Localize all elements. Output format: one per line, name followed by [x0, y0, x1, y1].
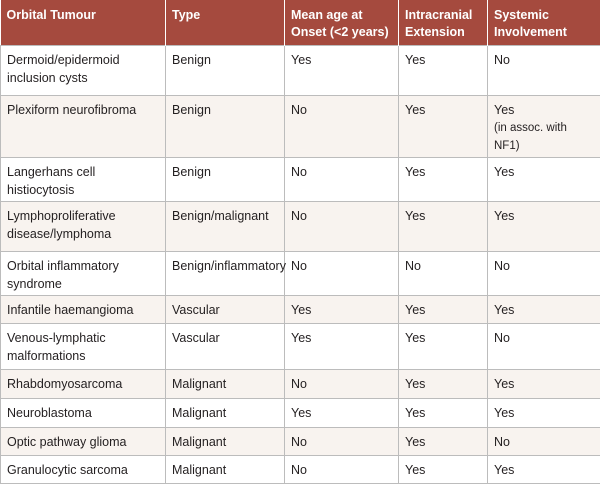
- cell-type: Benign/malignant: [166, 202, 285, 252]
- cell-intracranial: Yes: [399, 324, 488, 370]
- cell-intracranial: Yes: [399, 96, 488, 158]
- cell-tumour: Orbital inflammatory syndrome: [1, 252, 166, 296]
- header-type: Type: [166, 0, 285, 46]
- cell-intracranial: Yes: [399, 428, 488, 456]
- cell-tumour: Infantile haemangioma: [1, 296, 166, 324]
- table-row: [1, 428, 600, 456]
- cell-systemic: No: [488, 428, 600, 456]
- cell-tumour: Dermoid/epidermoid inclusion cysts: [1, 46, 166, 96]
- table-row: [1, 252, 600, 296]
- table-row: [1, 46, 600, 96]
- cell-tumour: Rhabdomyosarcoma: [1, 370, 166, 399]
- cell-intracranial: Yes: [399, 46, 488, 96]
- cell-intracranial: Yes: [399, 399, 488, 428]
- header-mean-age: Mean age at Onset (<2 years): [285, 0, 399, 46]
- table-row: [1, 456, 600, 484]
- cell-mean-age: Yes: [285, 399, 399, 428]
- cell-systemic: No: [488, 324, 600, 370]
- header-intracranial-extension: Intracranial Extension: [399, 0, 488, 46]
- cell-mean-age: No: [285, 370, 399, 399]
- cell-systemic: Yes: [488, 370, 600, 399]
- cell-systemic: No: [488, 46, 600, 96]
- cell-type: Benign/inflammatory: [166, 252, 285, 296]
- cell-systemic: Yes: [488, 296, 600, 324]
- cell-tumour: Venous-lymphatic malformations: [1, 324, 166, 370]
- cell-intracranial: Yes: [399, 296, 488, 324]
- cell-tumour: Plexiform neurofibroma: [1, 96, 166, 158]
- cell-mean-age: No: [285, 202, 399, 252]
- cell-systemic-note: (in assoc. with NF1): [494, 119, 594, 155]
- cell-mean-age: Yes: [285, 296, 399, 324]
- header-systemic-involvement: Systemic Involvement: [488, 0, 600, 46]
- cell-tumour: Lymphoproliferative disease/lymphoma: [1, 202, 166, 252]
- cell-mean-age: No: [285, 456, 399, 484]
- cell-mean-age: Yes: [285, 46, 399, 96]
- table-row: [1, 158, 600, 202]
- cell-tumour: Optic pathway glioma: [1, 428, 166, 456]
- cell-mean-age: Yes: [285, 324, 399, 370]
- cell-systemic-value: Yes: [494, 103, 514, 117]
- cell-type: Malignant: [166, 399, 285, 428]
- cell-type: Benign: [166, 96, 285, 158]
- table-row: [1, 324, 600, 370]
- cell-systemic: Yes: [488, 158, 600, 202]
- table-row: [1, 96, 600, 158]
- cell-type: Malignant: [166, 370, 285, 399]
- cell-systemic: Yes: [488, 456, 600, 484]
- cell-intracranial: Yes: [399, 456, 488, 484]
- table-header-row: [1, 0, 600, 46]
- cell-type: Vascular: [166, 296, 285, 324]
- cell-systemic: Yes: [488, 202, 600, 252]
- cell-type: Benign: [166, 46, 285, 96]
- cell-type: Malignant: [166, 456, 285, 484]
- cell-systemic: [488, 96, 600, 158]
- cell-type: Vascular: [166, 324, 285, 370]
- cell-mean-age: No: [285, 428, 399, 456]
- table-row: [1, 296, 600, 324]
- cell-tumour: Langerhans cell histiocytosis: [1, 158, 166, 202]
- cell-intracranial: Yes: [399, 202, 488, 252]
- cell-tumour: Granulocytic sarcoma: [1, 456, 166, 484]
- cell-mean-age: No: [285, 96, 399, 158]
- cell-systemic: No: [488, 252, 600, 296]
- cell-type: Benign: [166, 158, 285, 202]
- cell-intracranial: Yes: [399, 158, 488, 202]
- cell-mean-age: No: [285, 158, 399, 202]
- cell-intracranial: Yes: [399, 370, 488, 399]
- table-row: [1, 370, 600, 399]
- table-row: [1, 202, 600, 252]
- cell-tumour: Neuroblastoma: [1, 399, 166, 428]
- header-orbital-tumour: Orbital Tumour: [1, 0, 166, 46]
- cell-systemic: Yes: [488, 399, 600, 428]
- cell-mean-age: No: [285, 252, 399, 296]
- cell-type: Malignant: [166, 428, 285, 456]
- table-row: [1, 399, 600, 428]
- cell-intracranial: No: [399, 252, 488, 296]
